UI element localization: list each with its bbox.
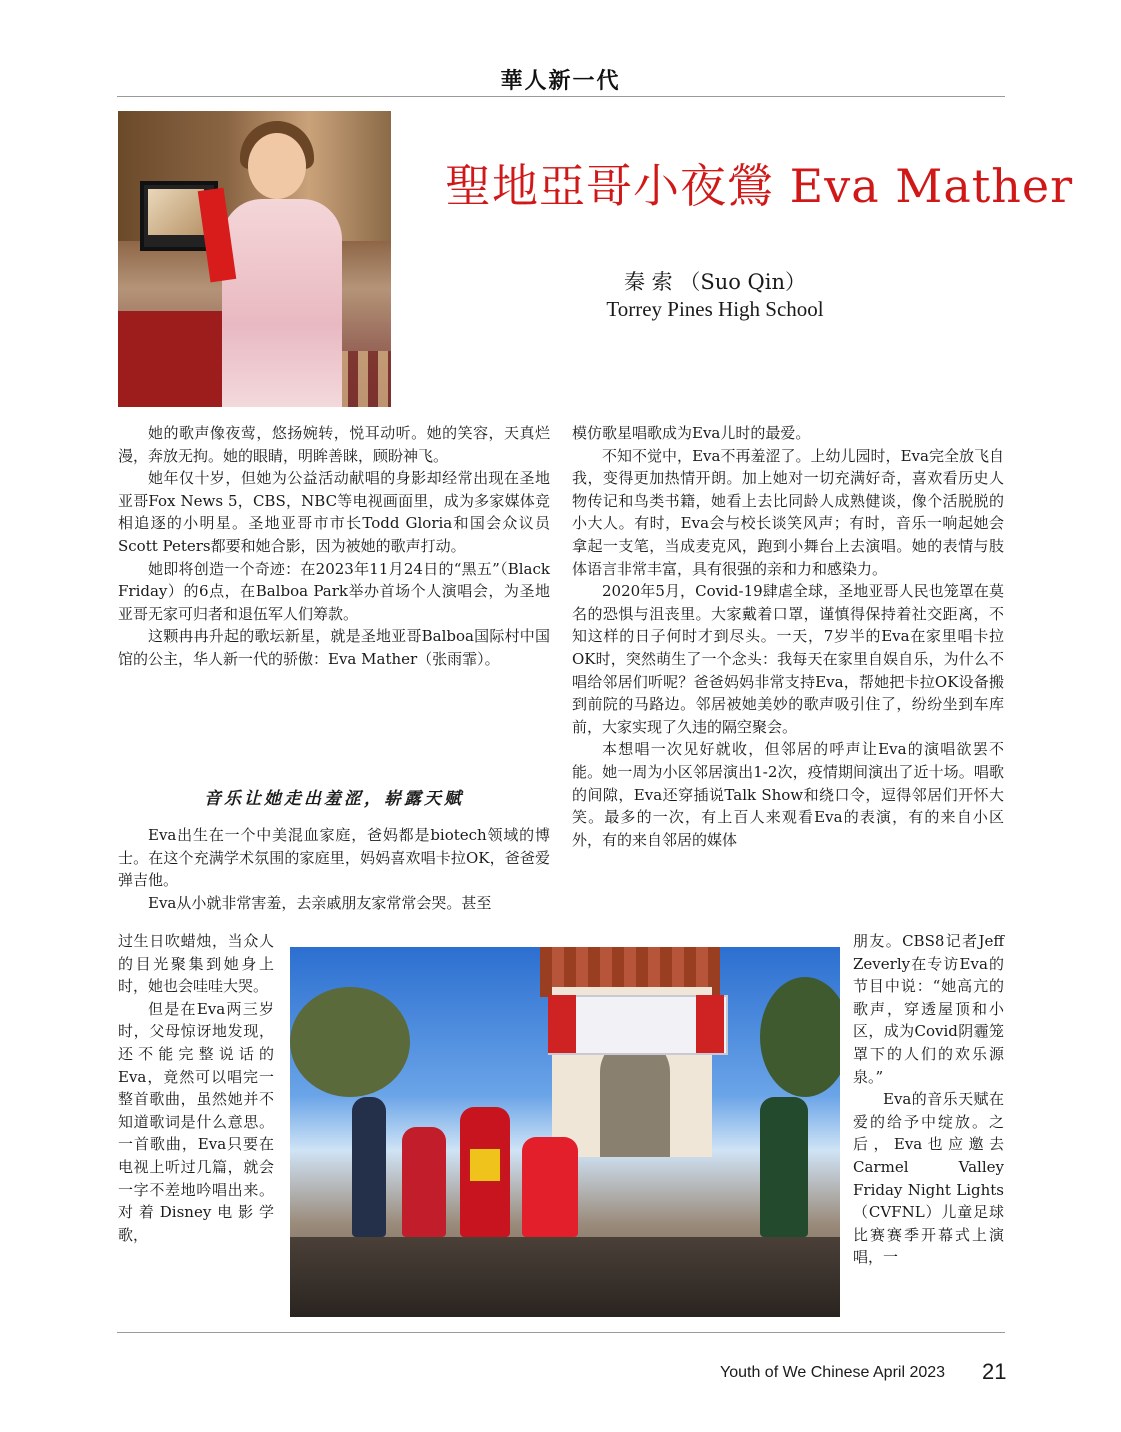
paragraph: 不知不觉中，Eva不再羞涩了。上幼儿园时，Eva完全放飞自我，变得更加热情开朗。加上她对一切充满好奇，喜欢看历史人物传记和鸟类书籍，她看上去比同龄人成熟健谈，像个活脱脱的小大人。有时，Eva会与校长谈笑风声；有时，音乐一响起她会拿起一支笔，当成麦克风，跑到小舞台上去演唱。她的表情与肢体语言非常丰富，具有很强的亲和力和感染力。 (572, 446, 1004, 578)
paragraph: Eva从小就非常害羞，去亲戚朋友家常常会哭。甚至 (148, 893, 492, 912)
body-column-narrow-right (853, 930, 1004, 1269)
paragraph: 她即将创造一个奇迹：在2023年11月24日的“黑五”（Black Friday）的6点，在Balboa Park举办首场个人演唱会，为圣地亚哥无家可归者和退伍军人们筹款。 (118, 559, 550, 623)
section-title: 華人新一代 (500, 68, 621, 94)
footer-publication: Youth of We Chinese April 2023 (720, 1364, 946, 1381)
author-school: Torrey Pines High School (606, 297, 824, 321)
body-column-left (118, 422, 550, 671)
body-column-right (572, 422, 1004, 851)
section-subheading: 音乐让她走出羞涩，崭露天赋 (204, 789, 464, 809)
paragraph: 模仿歌星唱歌成为Eva儿时的最爱。 (572, 424, 811, 442)
fu-sign (468, 1147, 502, 1183)
paragraph: 朋友。CBS8记者Jeff Zeverly在专访Eva的节目中说：“她高亢的歌声，穿透屋顶和小区，成为Covid阴霾笼罩下的人们的欢乐源泉。” (853, 932, 1004, 1086)
paragraph: 这颗冉冉升起的歌坛新星，就是圣地亚哥Balboa国际村中国馆的公主，华人新一代的骄傲：Eva Mather（张雨霏）。 (118, 627, 550, 668)
paragraph: 她年仅十岁，但她为公益活动献唱的身影却经常出现在圣地亚哥Fox News 5，CBS，NBC等电视画面里，成为多家媒体竞相追逐的小明星。圣地亚哥市市长Todd Gloria和国会众议员Scott Peters都要和她合影，因为被她的歌声打动。 (118, 469, 550, 555)
portrait-photo (118, 111, 391, 407)
paragraph: 她的歌声像夜莺，悠扬婉转，悦耳动听。她的笑容，天真烂漫，奔放无拘。她的眼睛，明眸善睐，顾盼神飞。 (118, 424, 550, 465)
page-number: 21 (982, 1359, 1007, 1384)
paragraph: 2020年5月，Covid-19肆虐全球，圣地亚哥人民也笼罩在莫名的恐惧与沮丧里。大家戴着口罩，谨慎得保持着社交距离，不知这样的日子何时才到尽头。一天，7岁半的Eva在家里唱卡拉OK时，突然萌生了一个念头：我每天在家里自娱自乐，为什么不唱给邻居们听呢？爸爸妈妈非常支持Eva，帮她把卡拉OK设备搬到前院的马路边。邻居被她美妙的歌声吸引住了，纷纷坐到车库前，大家实现了久违的隔空聚会。 (572, 582, 1004, 736)
paragraph: 过生日吹蜡烛，当众人的目光聚集到她身上时，她也会哇哇大哭。 (118, 932, 274, 996)
paragraph: 本想唱一次见好就收，但邻居的呼声让Eva的演唱欲罢不能。她一周为小区邻居演出1-2次，疫情期间演出了近十场。唱歌的间隙，Eva还穿插说Talk Show和绕口令，逗得邻居们开怀大笑。最多的一次，有上百人来观看Eva的表演，有的来自小区外，有的来自邻居的媒体 (572, 740, 1004, 849)
body-column-narrow-left (118, 930, 274, 1246)
top-divider (117, 96, 1005, 97)
bottom-divider (117, 1332, 1005, 1333)
author-byline: 秦 索 （Suo Qin） (623, 270, 807, 294)
paragraph: Eva出生在一个中美混血家庭，爸妈都是biotech领域的博士。在这个充满学术氛围的家庭里，妈妈喜欢唱卡拉OK，爸爸爱弹吉他。 (118, 826, 550, 890)
stage-performance-photo (290, 947, 840, 1317)
body-column-left-lower (118, 824, 550, 914)
paragraph: Eva的音乐天赋在爱的给予中绽放。之后，Eva也应邀去Carmel Valley Friday Night Lights（CVFNL）儿童足球比赛赛季开幕式上演唱，一 (853, 1090, 1004, 1267)
article-title: 聖地亞哥小夜鶯 Eva Mather (445, 159, 1074, 213)
paragraph: 但是在Eva两三岁时，父母惊讶地发现，还不能完整说话的Eva，竟然可以唱完一整首歌曲，虽然她并不知道歌词是什么意思。一首歌曲，Eva只要在电视上听过几篇，就会一字不差地吟唱出来。对着Disney电影学歌， (118, 999, 274, 1244)
